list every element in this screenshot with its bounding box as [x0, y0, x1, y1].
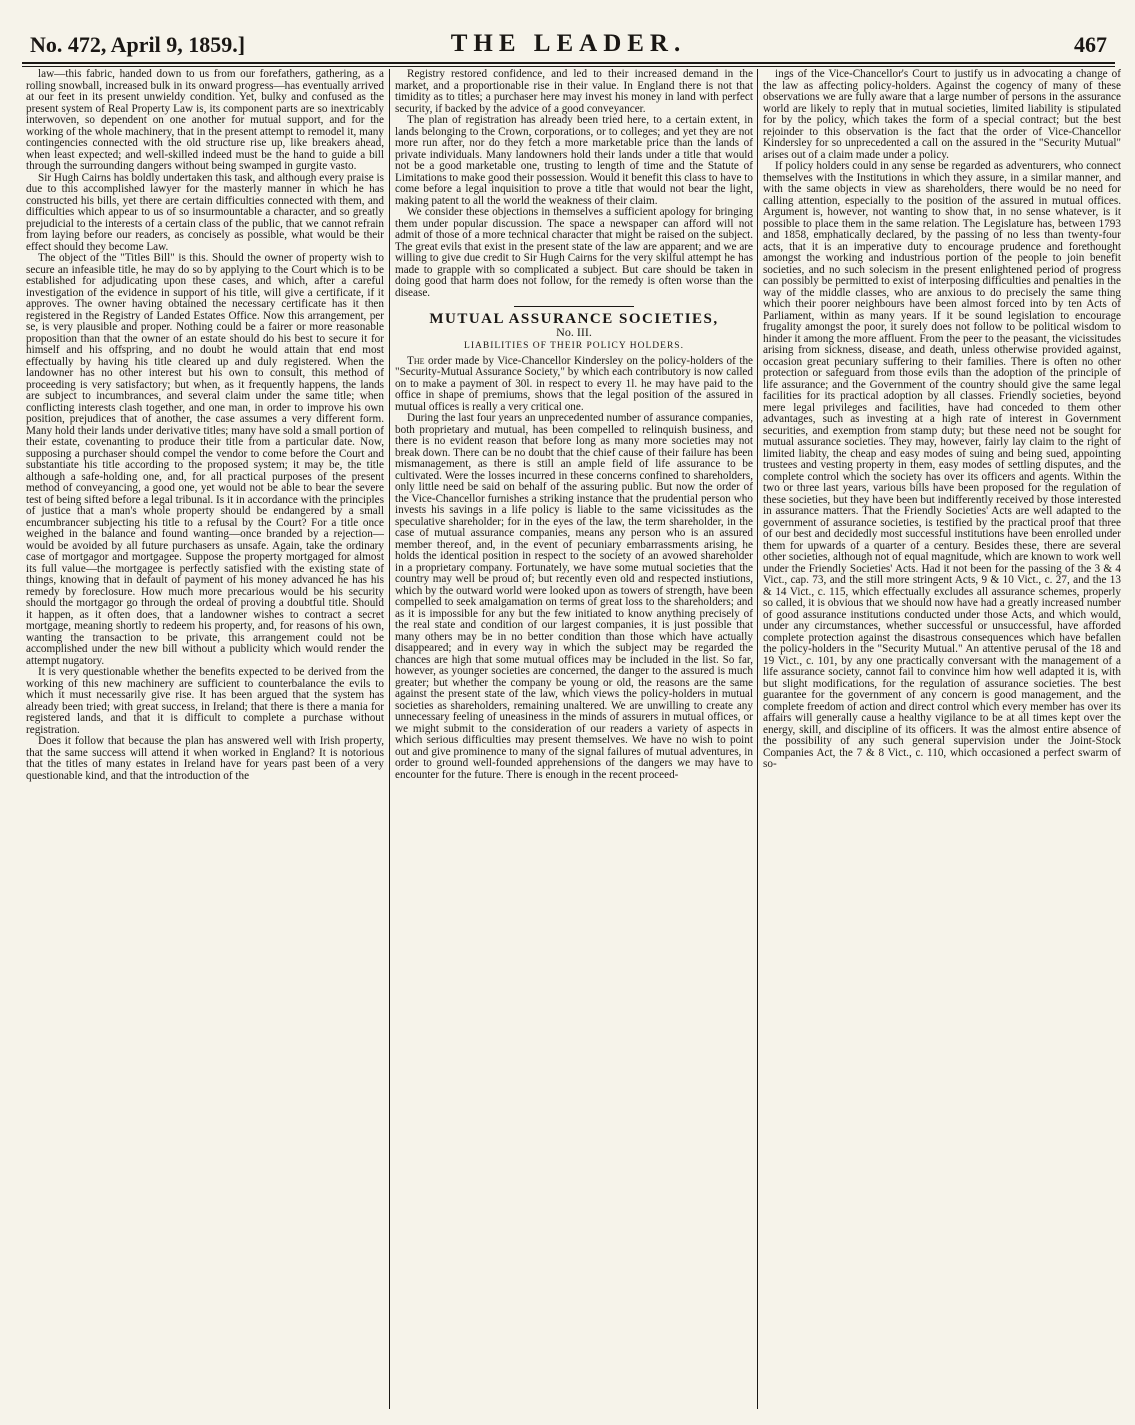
- newspaper-title: THE LEADER.: [450, 30, 687, 57]
- columns: [22, 69, 1121, 1414]
- article-number: No. III.: [556, 324, 592, 339]
- masthead-rule: [22, 66, 1115, 67]
- lead-word: The: [407, 354, 425, 367]
- column-2: [395, 69, 753, 1409]
- column-rule: [389, 69, 390, 1409]
- paragraph: ings of the Vice-Chancellor's Court to justify us in advocating a change of the law as affecting policy-holders. Against the cogency of many of these observations we are fully aware that a large number of persons in the assurance world are likely to reply that in mutual societies, limited liability is stipulated for by the policy, which takes the form of a special contract; but the best rejoinder to this observation is the fact that the order of Vice-Chancellor Kindersley for so unprecedented a call on the assured in the "Security Mutual" arises out of a claim made under a policy.: [763, 69, 1121, 161]
- paragraph: It is very questionable whether the benefits expected to be derived from the working of this new machinery are sufficient to counterbalance the evils to which it must necessarily give rise. It has been argued that the system has already been tried; with great success, in Ireland; that there is there a mania for registered lands, and that it is difficult to complete a purchase without registration.: [26, 666, 384, 736]
- paragraph: Does it follow that because the plan has answered well with Irish property, that the same success will attend it when worked in England? It is notorious that the titles of many estates in Ireland have for years past been of a very questionable kind, and that the introduction of the: [26, 735, 384, 782]
- section-separator: [514, 306, 634, 307]
- issue-date: No. 472, April 9, 1859.]: [30, 32, 246, 57]
- paragraph: The plan of registration has already been tried here, to a certain extent, in lands belonging to the Crown, corporations, or to colleges; and yet they are not more run after, nor do they fetch a more marketable price than the lands of private individuals. Many landowners hold their lands under a title that would not be a good marketable one, trusting to length of time and the Statute of Limitations to make good their possession. Would it benefit this class to have to come before a legal inquisition to prove a title that would not bear the light, making patent to all the world the weakness of their claim.: [395, 114, 753, 207]
- article-subtitle: LIABILITIES OF THEIR POLICY HOLDERS.: [464, 341, 684, 351]
- paragraph: Registry restored confidence, and led to their increased demand in the market, and a proportionable rise in their value. In England there is not that timidity as to titles; a purchaser here may invest his money in land with perfect security, if backed by the advice of a good conveyancer.: [395, 69, 753, 115]
- column-1: [26, 69, 384, 1409]
- column-rule: [757, 69, 758, 1409]
- paragraph: We consider these objections in themselves a sufficient apology for bringing them under popular discussion. The space a newspaper can afford will not admit of those of a more technical character that might be raised on the subject. The great evils that exist in the present state of the law are apparent; and we are willing to give due credit to Sir Hugh Cairns for the very skilful attempt he has made to grapple with so complicated a subject. But care should be taken in doing good that harm does not follow, for the remedy is often worse than the disease.: [395, 206, 753, 299]
- column-3: [763, 69, 1121, 1409]
- masthead: [22, 28, 1115, 64]
- page-number: 467: [1074, 32, 1107, 57]
- article-title: MUTUAL ASSURANCE SOCIETIES,: [429, 311, 719, 327]
- paragraph: If policy holders could in any sense be regarded as adventurers, who connect themselves with the Institutions in which they assure, in a similar manner, and with the same objects in view as shareholders, there would be no need for calling attention, especially to the position of the assured in mutual offices. Argument is, however, not wanting to show that, in no sense whatever, is it possible to place them in the same relation. The Legislature has, between 1793 and 1858, emphatically declared, by the passing of no less than twenty-four acts, that it is an imperative duty to encourage prudence and forethought amongst the working and industrious portion of the people to join benefit societies, and no such solecism in the present enlightened period of progress can possibly be permitted to exist of interposing difficulties and penalties in the way of the middle classes, who are anxious to do precisely the same thing which their poorer neighbours have been almost forced into by ten Acts of Parliament, within as many years. If it be sound legislation to encourage frugality amongst the poor, it surely does not follow to be political wisdom to hinder it among the more affluent. From the peer to the peasant, the vicissitudes arising from sickness, disease, and death, unless otherwise provided against, occasion great pecuniary suffering to their families. There is often no other protection or safeguard from those evils than the adoption of the principle of life assurance; and the Government of the country should give the same legal facilities for its practical adoption by all classes. Friendly societies, beyond mere legal privileges and facilities, have had conceded to them other advantages, such as investing at a high rate of interest in Government securities, and exemption from stamp duty; but these need not be sought for mutual assurance societies. They may, however, fairly lay claim to the right of limited liabity, the cheap and easy modes of suing and being sued, appointing trustees and vesting property in them, easy modes of settling disputes, and the complete control which the society has over its officers and agents. Within the two or three last years, various bills have been proposed for the regulation of these societies, but they have been but indifferently received by those interested in assurance matters. That the Friendly Societies' Acts are well adapted to the government of assurance societies, is testified by the practical proof that three of our best and decidedly most successful institutions have been enrolled under them for upwards of a quarter of a century. Besides these, there are several other societies, although not of equal magnitude, which are known to work well under the Friendly Societies' Acts. Had it not been for the passing of the 3 & 4 Vict., cap. 73, and the still more stringent Acts, 9 & 10 Vict., c. 27, and the 13 & 14 Vict., c. 115, which effectually excludes all assurance schemes, properly so called, it is obvious that we should now have had a greatly increased number of good assurance institutions conducted under those Acts, and which would, under any circumstances, whether successful or unsuccessful, have afforded complete protection against the disastrous consequences which have befallen the policy-holders in the "Security Mutual." An attentive perusal of the 18 and 19 Vict., c. 101, by any one practically conversant with the management of a life assurance society, cannot fail to convince him how well adapted it is, with but slight modifications, for the regulation of assurance societies. The best guarantee for the government of any concern is good management, and the complete freedom of action and direct control which every member has over its affairs will generally cause a healthy vigilance to be at all times kept over the energy, skill, and discipline of its officers. It was the almost entire absence of the possibility of any such general supervision under the Joint-Stock Companies Act, the 7 & 8 Vict., c. 110, which occasioned a perfect swarm of so-: [763, 160, 1121, 770]
- newspaper-page: [22, 28, 1121, 1414]
- paragraph: law—this fabric, handed down to us from our forefathers, gathering, as a rolling snowball, increased bulk in its onward progress—has eventually arrived at our feet in its present unwieldy condition. Yet, bulky and confused as the present system of Real Property Law is, its component parts are so inextricably interwoven, so dependent on one another for mutual support, and for the working of the whole machinery, that in the present attempt to remodel it, many contingencies connected with the old structure rise up, like breakers ahead, when least expected; and well-skilled indeed must be the hand to guide a bill through the surrounding dangers without being swamped in gurgite vasto.: [26, 69, 384, 172]
- article-lead-paragraph: [395, 356, 753, 414]
- paragraph: The object of the "Titles Bill" is this. Should the owner of property wish to secure an infeasible title, he may do so by applying to the Court which is to be established for adjudicating upon these cases, and which, after a careful investigation of the evidence in support of his title, will give a certificate, if it approves. The owner having obtained the necessary certificate has it then registered in the Registry of Landed Estates Office. Now this arrangement, per se, is very plausible and proper. Nothing could be a fairer or more reasonable proposition than that the owner of an estate should do his best to secure it for himself and his offspring, and no doubt he would attain that end most effectually by having his title cleared up and duly registered. When the landowner has no other interest but his own to consult, this method of proceeding is very satisfactory; but when, as it frequently happens, the lands are subject to incumbrances, and several claim under the same title; when conflicting interests clash together, and one man, in order to improve his own position, prejudices that of another, the case assumes a very different form. Many hold their lands under derivative titles; many have sold a small portion of their estate, covenanting to produce their title from a particular date. Now, supposing a purchaser should compel the vendor to come before the Court and substantiate his title according to the proposed system; it may be, the title although a safe-holding one, and, for all practical purposes of the present method of conveyancing, a good one, yet would not be able to bear the severe test of being sifted before a legal tribunal. Is it in accordance with the principles of justice that a man's whole property should be endangered by a small encumbrancer subjecting his title to a refusal by the Court? For a title once weighed in the balance and found wanting—once branded by a rejection—would be avoided by all future purchasers as unsafe. Again, take the ordinary case of mortgagor and mortgagee. Suppose the property mortgaged for almost its full value—the mortgagee is perfectly satisfied with the existing state of things, knowing that in default of payment of his money advanced he has his remedy by foreclosure. How much more precarious would be his security should the mortgagor go through the ordeal of proving a doubtful title. Should it happen, as it often does, that a landowner wishes to contract a secret mortgage, meaning shortly to redeem his property, and, for reasons of his own, wanting the transaction to be private, this arrangement could not be accomplished under the new bill without a publicity which would render the attempt nugatory.: [26, 252, 384, 667]
- lead-text: order made by Vice-Chancellor Kindersley on the policy-holders of the "Security-Mutual Assurance Society," by which each contributory is now called on to make a payment of 30l. in respect to every 1l. he may have paid to the office in shape of premiums, shows that the legal position of the assured in mutual offices is really a very critical one.: [395, 354, 753, 413]
- paragraph: During the last four years an unprecedented number of assurance companies, both proprietary and mutual, has been compelled to relinquish business, and there is no evident reason that before long as many more societies may not break down. There can be no doubt that the chief cause of their failure has been mismanagement, as there is still an ample field of life assurance to be cultivated. Were the losses incurred in these concerns confined to shareholders, only little need be said on behalf of the assuring public. But now the order of the Vice-Chancellor furnishes a striking instance that the prudential person who invests his savings in a life policy is liable to the same vicissitudes as the speculative shareholder; for in the eyes of the law, the term shareholder, in the case of mutual assurance companies, means any person who is an assured member thereof, and, in the event of pecuniary embarrassments arising, he holds the identical position in respect to the society of an avowed shareholder in a proprietary company. Fortunately, we have some mutual societies that the country may well be proud of; but recently even old and respected instiutions, which by the outward world were looked upon as towers of strength, have been compelled to seek amalgamation on terms of great loss to the shareholders; and as it is impossible for any but the few initiated to know anything precisely of the real state and condition of our largest companies, it is just possible that many others may be in no better condition than those which have actually disappeared; and in every way in which the subject may be regarded the chances are high that some mutual offices may be included in the list. So far, however, as younger societies are concerned, the danger to the assured is much greater; but whether the company be young or old, the reasons are the same against the present state of the law, which views the policy-holders in mutual societies as shareholders, remaining unaltered. We are unwilling to create any unnecessary feeling of uneasiness in the minds of assurers in mutual offices, or we might submit to the consideration of our readers a variety of aspects in which serious difficulties may present themselves. We have no wish to point out and give prominence to many of the signal failures of mutual adventures, in order to ground well-founded apprehensions of the dangers we may have to encounter for the future. There is enough in the recent proceed-: [395, 412, 753, 781]
- paragraph: Sir Hugh Cairns has boldly undertaken this task, and although every praise is due to this accomplished lawyer for the masterly manner in which he has constructed his bills, yet there are certain difficulties connected with them, and difficulties which appear to us of so insurmountable a character, and so greatly prejudicial to the interests of a certain class of the public, that we cannot refrain from laying before our readers, as concisely as possible, what would be their effect should they become Law.: [26, 171, 384, 253]
